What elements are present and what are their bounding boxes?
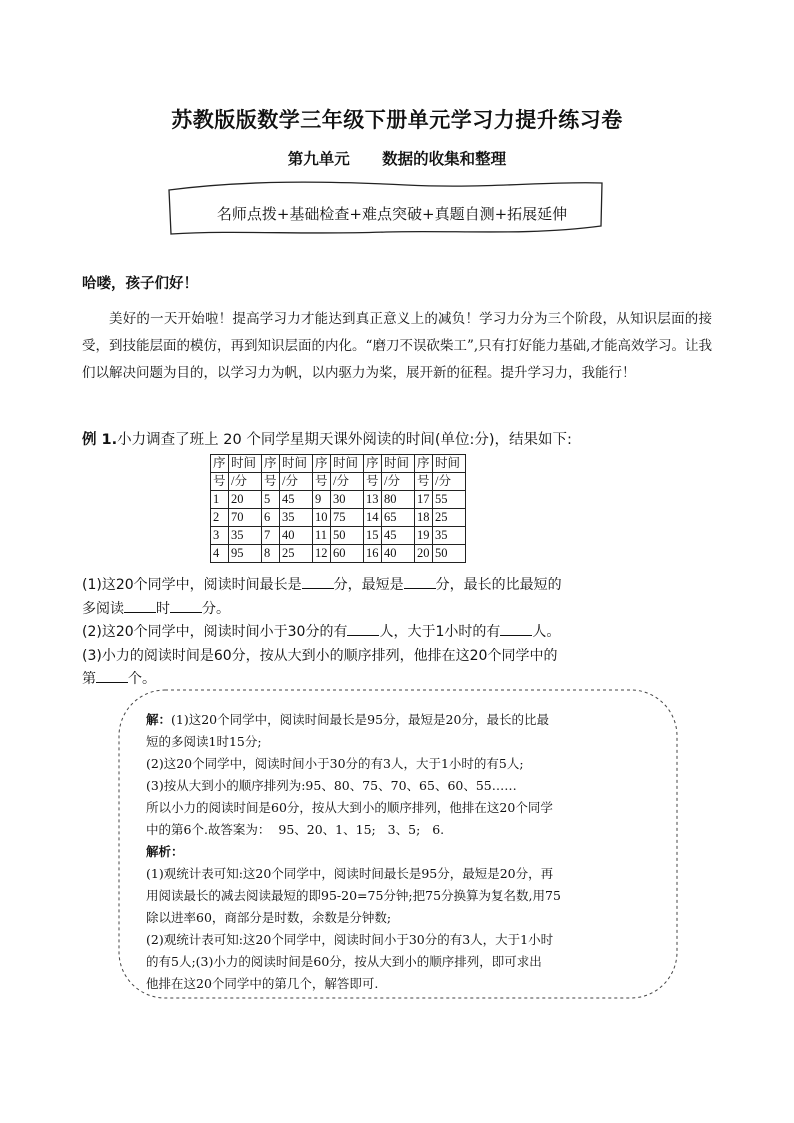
greeting: 哈喽，孩子们好！ bbox=[82, 276, 198, 292]
table-cell: /分 bbox=[331, 473, 364, 491]
solution-line: 解：(1)这20个同学中，阅读时间最长是95分，最短是20分，最长的比最 bbox=[146, 712, 549, 727]
table-cell: 70 bbox=[229, 509, 262, 527]
analysis-label: 解析： bbox=[146, 844, 184, 859]
table-cell: 8 bbox=[262, 545, 280, 563]
example-heading bbox=[82, 428, 572, 449]
solution-line: (2)这20个同学中，阅读时间小于30分的有3人，大于1小时的有5人; bbox=[146, 756, 524, 771]
table-cell: 号 bbox=[262, 473, 280, 491]
table-cell: 19 bbox=[415, 527, 433, 545]
table-cell: 40 bbox=[280, 527, 313, 545]
intro-paragraph: 美好的一天开始啦！提高学习力才能达到真正意义上的减负！学习力分为三个阶段，从知识层面的接受，到技能层面的模仿，再到知识层面的内化。“磨刀不误砍柴工”,只有打好能力基础,才能高效学习。让我们以解决问题为目的，以学习力为帆，以内驱力为桨，展开新的征程。提升学习力，我能行！ bbox=[82, 311, 712, 381]
solution-line: 中的第6个.故答案为： 95、20、1、15; 3、5; 6. bbox=[146, 822, 445, 837]
table-cell: 30 bbox=[331, 491, 364, 509]
table-cell: 序 bbox=[211, 455, 229, 473]
table-cell: 45 bbox=[382, 527, 415, 545]
q3-text-b: 个。 bbox=[128, 671, 156, 687]
table-cell: 4 bbox=[211, 545, 229, 563]
answer-box bbox=[146, 709, 652, 995]
table-cell: 80 bbox=[382, 491, 415, 509]
question-3-line-2 bbox=[82, 668, 156, 688]
q3-text-a: 第 bbox=[82, 671, 96, 687]
example-label: 例 1. bbox=[82, 432, 118, 448]
table-cell: 50 bbox=[331, 527, 364, 545]
table-cell: 17 bbox=[415, 491, 433, 509]
example-text: 小力调查了班上 20 个同学星期天课外阅读的时间(单位:分)，结果如下: bbox=[117, 432, 572, 448]
table-cell: 35 bbox=[433, 527, 466, 545]
table-cell: 11 bbox=[313, 527, 331, 545]
q2-text-a: (2)这20个同学中，阅读时间小于30分的有 bbox=[82, 624, 348, 640]
question-3-line-1: (3)小力的阅读时间是60分，按从大到小的顺序排列，他排在这20个同学中的 bbox=[82, 648, 558, 664]
answer-blank[interactable] bbox=[302, 574, 334, 589]
table-cell: 序 bbox=[415, 455, 433, 473]
analysis-line: 他排在这20个同学中的第几个，解答即可. bbox=[146, 976, 379, 991]
table-cell: 9 bbox=[313, 491, 331, 509]
table-header-row bbox=[211, 455, 466, 473]
table-cell: 1 bbox=[211, 491, 229, 509]
table-cell: 号 bbox=[313, 473, 331, 491]
table-cell: 65 bbox=[382, 509, 415, 527]
table-row bbox=[211, 491, 466, 509]
table-cell: 时间 bbox=[382, 455, 415, 473]
table-cell: 16 bbox=[364, 545, 382, 563]
page-title: 苏教版版数学三年级下册单元学习力提升练习卷 bbox=[171, 107, 623, 132]
table-cell: 55 bbox=[433, 491, 466, 509]
table-row bbox=[211, 527, 466, 545]
table-cell: 号 bbox=[364, 473, 382, 491]
answer-blank[interactable] bbox=[124, 598, 156, 613]
table-header-row bbox=[211, 473, 466, 491]
table-cell: 2 bbox=[211, 509, 229, 527]
table-cell: 5 bbox=[262, 491, 280, 509]
table-cell: 号 bbox=[211, 473, 229, 491]
q2-text-b: 人，大于1小时的有 bbox=[379, 624, 501, 640]
answer-blank[interactable] bbox=[96, 668, 128, 683]
analysis-line: (2)观统计表可知:这20个同学中，阅读时间小于30分的有3人，大于1小时 bbox=[146, 932, 554, 947]
table-cell: /分 bbox=[229, 473, 262, 491]
table-cell: 13 bbox=[364, 491, 382, 509]
q1-text-b: 分，最短是 bbox=[333, 577, 404, 593]
reading-time-table bbox=[210, 454, 466, 563]
table-cell: 14 bbox=[364, 509, 382, 527]
table-row bbox=[211, 509, 466, 527]
table-cell: 序 bbox=[262, 455, 280, 473]
table-cell: 号 bbox=[415, 473, 433, 491]
table-cell: 时间 bbox=[331, 455, 364, 473]
table-cell: 75 bbox=[331, 509, 364, 527]
q1-text-a: (1)这20个同学中，阅读时间最长是 bbox=[82, 577, 302, 593]
analysis-line: (1)观统计表可知:这20个同学中，阅读时间最长是95分，最短是20分，再 bbox=[146, 866, 554, 881]
table-cell: 25 bbox=[280, 545, 313, 563]
table-cell: 40 bbox=[382, 545, 415, 563]
table-cell: 15 bbox=[364, 527, 382, 545]
solution-line: 短的多阅读1时15分; bbox=[146, 734, 262, 749]
table-cell: /分 bbox=[433, 473, 466, 491]
table-cell: 时间 bbox=[280, 455, 313, 473]
table-cell: 20 bbox=[415, 545, 433, 563]
question-2 bbox=[82, 621, 560, 641]
q1-text-d: 多阅读 bbox=[82, 601, 124, 617]
table-cell: 12 bbox=[313, 545, 331, 563]
table-cell: 时间 bbox=[433, 455, 466, 473]
answer-blank[interactable] bbox=[347, 621, 379, 636]
q1-text-e: 时 bbox=[156, 601, 170, 617]
question-1-line-1 bbox=[82, 574, 562, 594]
table-cell: 时间 bbox=[229, 455, 262, 473]
table-cell: 序 bbox=[364, 455, 382, 473]
table-cell: 7 bbox=[262, 527, 280, 545]
table-cell: 18 bbox=[415, 509, 433, 527]
unit-subtitle: 第九单元 数据的收集和整理 bbox=[287, 149, 507, 168]
table-cell: 序 bbox=[313, 455, 331, 473]
answer-blank[interactable] bbox=[170, 598, 202, 613]
table-cell: 35 bbox=[280, 509, 313, 527]
solution-line: 所以小力的阅读时间是60分，按从大到小的顺序排列，他排在这20个同学 bbox=[146, 800, 553, 815]
analysis-line: 用阅读最长的减去阅读最短的即95-20=75分钟;把75分换算为复名数,用75 bbox=[146, 888, 561, 903]
table-cell: 10 bbox=[313, 509, 331, 527]
table-cell: 95 bbox=[229, 545, 262, 563]
solution-line: (3)按从大到小的顺序排列为:95、80、75、70、65、60、55…… bbox=[146, 778, 517, 793]
table-cell: 6 bbox=[262, 509, 280, 527]
q1-text-c: 分，最长的比最短的 bbox=[435, 577, 562, 593]
table-cell: 3 bbox=[211, 527, 229, 545]
answer-blank[interactable] bbox=[404, 574, 436, 589]
table-cell: 45 bbox=[280, 491, 313, 509]
table-cell: 25 bbox=[433, 509, 466, 527]
table-cell: 50 bbox=[433, 545, 466, 563]
table-row bbox=[211, 545, 466, 563]
q2-text-c: 人。 bbox=[532, 624, 561, 640]
analysis-line: 的有5人;(3)小力的阅读时间是60分，按从大到小的顺序排列，即可求出 bbox=[146, 954, 542, 969]
solution-label: 解： bbox=[146, 712, 172, 727]
table-cell: 20 bbox=[229, 491, 262, 509]
table-cell: /分 bbox=[280, 473, 313, 491]
table-cell: 35 bbox=[229, 527, 262, 545]
analysis-line: 除以进率60，商部分是时数，余数是分钟数; bbox=[146, 910, 392, 925]
table-cell: /分 bbox=[382, 473, 415, 491]
q1-text-f: 分。 bbox=[202, 601, 230, 617]
answer-blank[interactable] bbox=[500, 621, 532, 636]
question-1-line-2 bbox=[82, 598, 230, 618]
banner-text: 名师点拨+基础检查+难点突破+真题自测+拓展延伸 bbox=[216, 205, 568, 223]
table-cell: 60 bbox=[331, 545, 364, 563]
